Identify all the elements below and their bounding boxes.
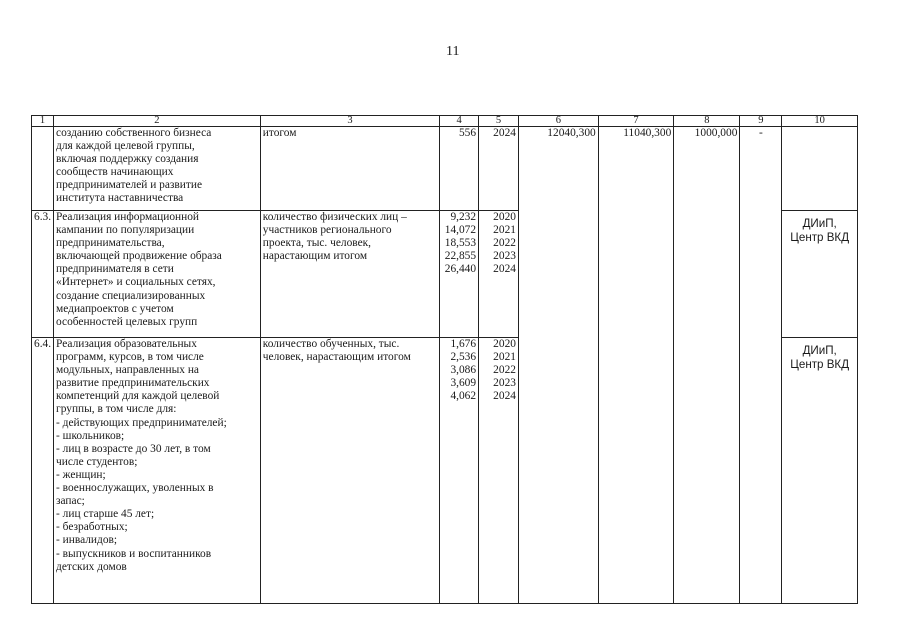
text-line: для каждой целевой группы, xyxy=(56,140,195,153)
year-line: 2022 xyxy=(493,364,516,377)
header-col-4: 4 xyxy=(440,116,479,127)
text-line: Реализация информационной xyxy=(56,211,200,223)
funding-federal-cell: 11040,300 xyxy=(598,127,674,604)
text-line: компетенций для каждой целевой xyxy=(56,390,220,403)
description-cell xyxy=(54,127,261,211)
row-number-cell xyxy=(32,127,54,211)
value-line: 14,072 xyxy=(444,224,477,237)
text-line: предпринимателя в сети xyxy=(56,263,174,276)
header-col-10: 10 xyxy=(782,116,858,127)
text-line: программ, курсов, в том числе xyxy=(56,351,204,364)
header-col-8: 8 xyxy=(674,116,740,127)
table-header-row xyxy=(32,116,858,127)
page-number: 11 xyxy=(446,44,460,59)
header-col-6: 6 xyxy=(518,116,598,127)
text-line: - инвалидов; xyxy=(56,534,118,547)
text-line: - лиц в возрасте до 30 лет, в том xyxy=(56,442,211,455)
text-line: участников регионального xyxy=(262,224,392,237)
text-line: - женщин; xyxy=(56,468,106,481)
text-line: группы, в том числе для: xyxy=(56,403,177,416)
value-line: 26,440 xyxy=(444,263,477,276)
text-line: предпринимателей и развитие xyxy=(56,179,203,192)
year-line: 2022 xyxy=(493,237,516,250)
text-line: запас; xyxy=(56,495,85,508)
text-line: создание специализированных xyxy=(56,289,206,302)
table-row xyxy=(32,127,858,211)
executor-cell xyxy=(782,338,858,604)
text-line: - военнослужащих, уволенных в xyxy=(56,482,214,495)
executor-line: ДИиП, xyxy=(802,217,837,230)
text-line: детских домов xyxy=(56,560,127,573)
header-col-5: 5 xyxy=(479,116,519,127)
indicator-cell xyxy=(260,338,439,604)
text-line: института наставничества xyxy=(56,192,184,205)
executor-line: ДИиП, xyxy=(802,344,837,357)
header-col-9: 9 xyxy=(740,116,782,127)
years-cell xyxy=(479,211,519,338)
executor-cell xyxy=(782,211,858,338)
values-cell xyxy=(440,211,479,338)
text-line: человек, нарастающим итогом xyxy=(262,351,411,364)
row-number-cell: 6.3. xyxy=(32,211,54,338)
value-line: 3,086 xyxy=(450,364,477,377)
year-line: 2020 xyxy=(493,338,516,350)
indicator-cell xyxy=(260,127,439,211)
value-line: 22,855 xyxy=(444,250,477,263)
value-line: 4,062 xyxy=(450,390,477,403)
year-line: 2020 xyxy=(493,211,516,223)
year-line: 2021 xyxy=(493,351,516,364)
years-cell xyxy=(479,338,519,604)
text-line: кампании по популяризации xyxy=(56,224,195,237)
text-line: - действующих предпринимателей; xyxy=(56,416,227,429)
description-cell xyxy=(54,338,261,604)
header-col-7: 7 xyxy=(598,116,674,127)
row-number-cell: 6.4. xyxy=(32,338,54,604)
text-line: включая поддержку создания xyxy=(56,153,199,166)
year-line: 2021 xyxy=(493,224,516,237)
year-line: 2024 xyxy=(493,263,516,276)
funding-other-cell: - xyxy=(740,127,782,604)
header-col-3: 3 xyxy=(260,116,439,127)
text-line: - выпускников и воспитанников xyxy=(56,547,212,560)
header-col-2: 2 xyxy=(54,116,261,127)
text-line: медиапроектов с учетом xyxy=(56,302,174,315)
text-line: предпринимательства, xyxy=(56,237,165,250)
text-line: числе студентов; xyxy=(56,455,138,468)
text-line: развитие предпринимательских xyxy=(56,377,210,390)
text-line: нарастающим итогом xyxy=(262,250,368,263)
text-line: количество обученных, тыс. xyxy=(262,338,400,350)
funding-total-cell: 12040,300 xyxy=(518,127,598,604)
year-cell: 2024 xyxy=(479,127,519,211)
header-col-1: 1 xyxy=(32,116,54,127)
value-line: 2,536 xyxy=(450,351,477,364)
text-line: - безработных; xyxy=(56,521,128,534)
executor-cell xyxy=(782,127,858,211)
executor-line: Центр ВКД xyxy=(790,358,850,371)
text-line: особенностей целевых групп xyxy=(56,315,198,328)
text-line: Реализация образовательных xyxy=(56,338,197,350)
text-line: итогом xyxy=(262,127,297,139)
executor-line: Центр ВКД xyxy=(790,231,850,244)
text-line: модульных, направленных на xyxy=(56,364,199,377)
text-line: «Интернет» и социальных сетях, xyxy=(56,276,216,289)
year-line: 2023 xyxy=(493,377,516,390)
year-line: 2023 xyxy=(493,250,516,263)
value-line: 9,232 xyxy=(450,211,477,223)
text-line: сообществ начинающих xyxy=(56,166,174,179)
text-line: - школьников; xyxy=(56,429,125,442)
value-line: 18,553 xyxy=(444,237,477,250)
funding-regional-cell: 1000,000 xyxy=(674,127,740,604)
year-line: 2024 xyxy=(493,390,516,403)
value-cell: 556 xyxy=(440,127,479,211)
values-cell xyxy=(440,338,479,604)
text-line: включающей продвижение образа xyxy=(56,250,222,263)
text-line: количество физических лиц – xyxy=(262,211,407,223)
value-line: 3,609 xyxy=(450,377,477,390)
description-cell xyxy=(54,211,261,338)
indicator-cell xyxy=(260,211,439,338)
text-line: - лиц старше 45 лет; xyxy=(56,508,155,521)
text-line: созданию собственного бизнеса xyxy=(56,127,212,139)
value-line: 1,676 xyxy=(450,338,477,350)
measures-table xyxy=(31,115,858,604)
text-line: проекта, тыс. человек, xyxy=(262,237,372,250)
